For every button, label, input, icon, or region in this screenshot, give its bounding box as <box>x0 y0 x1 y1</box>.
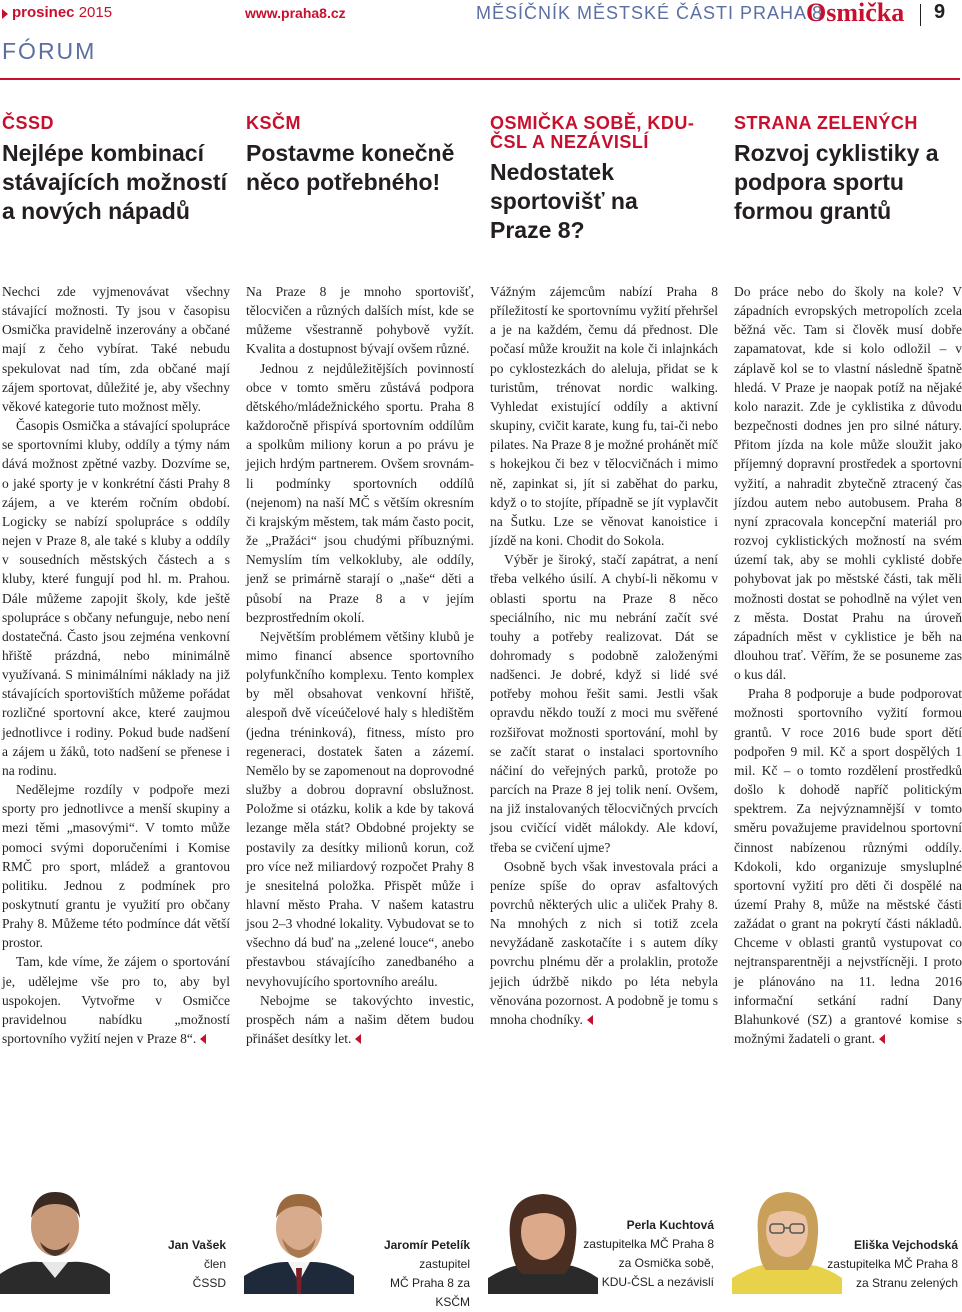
article-title: Postavme konečně něco potřebného! <box>246 140 455 195</box>
paragraph-text: Osobně bych však investovala práci a peníze spíše do oprav asfaltových povrchů některých ulic a uliček Prahy 8. Na mnohých z nich si totiž zcela nevyžádaně zaskotačíte i s autem díky povrchu plnému děr a prolaklin, protože jejich údržbě nikdo po léta nebyla věnována pozornost. A podobně je tomu s mnoha chodníky. <box>490 858 718 1027</box>
article-title: Rozvoj cyklistiky a podpora sportu formou grantů <box>734 140 939 224</box>
column-head-osmicka <box>490 114 700 245</box>
issue-date <box>12 4 112 21</box>
portrait-icon <box>0 1178 110 1294</box>
portrait-icon <box>244 1178 354 1294</box>
end-mark-icon <box>200 1034 206 1044</box>
author-role: člen <box>203 1257 226 1271</box>
author-role: za Stranu zelených <box>855 1276 958 1290</box>
article-body-kscm <box>246 282 474 1048</box>
end-mark-icon <box>355 1034 361 1044</box>
author-caption-vejchodska <box>814 1236 958 1293</box>
paragraph-text: Tam, kde víme, že zájem o sportování je, udělejme vše pro to, aby byl uspokojen. Vytvořme v Osmičce pravidelnou nabídku „možností sportovního vyžití nejen v Praze 8“. <box>2 954 230 1047</box>
issue-year: 2015 <box>78 4 113 21</box>
column-head-kscm <box>246 114 474 197</box>
author-role: zastupitelka MČ Praha 8 <box>583 1237 714 1251</box>
party-name: OSMIČKA SOBĚ, KDU-ČSL A NEZÁVISLÍ <box>490 113 695 152</box>
column-head-cssd <box>2 114 230 226</box>
paragraph: Časopis Osmička a stávající spolupráce se sportovními kluby, oddíly a týmy nám dává možnost zpětné vazby. Dozvíme se, o jaké sporty je v konkrétní části Prahy 8 zájem, a ve kterém ročním období. Logicky se nabízí spolupráce s oddíly nejen v Praze 8, ale také s kluby a oddíly v sousedních městských částech a s kluby, které fungují pod hl. m. Prahou. Dále můžeme zapojit školy, kde ještě spolupráce s občany nefunguje, nebo není dostatečná. Často jsou zejména venkovní hřiště prázdná, nebo minimálně využívaná. S minimálními náklady na již stávajících sportovištích můžeme pořádat rozličné sportovní akce, které zaujmou jednotlivce i rodiny. Pokud bude nadšení a zájem u žáků, toto nadšení se přenese i na rodinu. <box>2 418 230 778</box>
page-number: 9 <box>934 1 946 23</box>
section-rule <box>0 78 960 80</box>
author-role: za Osmička sobě, <box>618 1256 714 1270</box>
author-caption-petelik <box>356 1236 470 1312</box>
article-body-osmicka <box>490 282 718 1029</box>
column-head-zeleni <box>734 114 962 226</box>
author-role: zastupitel <box>419 1257 470 1271</box>
paragraph: Nedělejme rozdíly v podpoře mezi sporty pro jednotlivce a menší skupiny a mezi těmi „masovými“. V tomto může pomoci svými doporučeními i Komise RMČ pro sport, mládež a grantovou politiku. Jednou z podmínek pro poskytnutí grantu je využití pro občany Prahy 8. Můžeme této podmínce dát větší prostor. <box>2 782 230 951</box>
author-photo-petelik <box>244 1178 354 1294</box>
article-title: Nejlépe kombinací stávajících možností a nových nápadů <box>2 140 227 224</box>
author-name: Eliška Vejchodská <box>853 1238 958 1252</box>
website-link[interactable]: www.praha8.cz <box>245 5 346 21</box>
paragraph-last <box>490 857 718 1029</box>
party-name: KSČM <box>246 113 301 133</box>
paragraph: Výběr je široký, stačí zapátrat, a není třeba velkého úsilí. A chybí-li někomu v oblasti sportu na Praze 8 něco speciálního, nic mu nebrání začít své touhy a potřeby realizovat. Dát se dohromady s podobně založenými nadšenci. Je dobré, když si lidé své potřeby mohou řešit sami. Jestli však opravdu někdo touží z moci mu svěřené rozšiřovat možnosti sportování, mohl by se začít starat o instalaci sportovního náčiní do veřejných parků, protože po parcích na Praze 8 jej tolik není. Ovšem, na již instalovaných tělocvičných prvcích jsou cvičící vidět málokdy. Ale kdoví, třeba se cvičení ujme? <box>490 552 718 855</box>
author-role: MČ Praha 8 za KSČM <box>389 1276 470 1309</box>
section-title: FÓRUM <box>2 38 97 64</box>
magazine-logo: Osmička <box>806 0 905 27</box>
issue-month: prosinec <box>12 4 75 21</box>
author-role: zastupitelka MČ Praha 8 <box>827 1257 958 1271</box>
author-caption-kuchtova <box>570 1216 714 1292</box>
author-name: Jan Vašek <box>167 1238 226 1252</box>
paragraph: Na Praze 8 je mnoho sportovišť, tělocvičen a různých dalších míst, kde se můžeme všestranně pohybově vyžít. Kvalita a dostupnost bývají ovšem různé. <box>246 284 474 357</box>
page-header <box>0 0 960 30</box>
author-caption-vasek <box>112 1236 226 1293</box>
party-name: STRANA ZELENÝCH <box>734 113 918 133</box>
magazine-name: MĚSÍČNÍK MĚSTSKÉ ČÁSTI PRAHA 8 <box>476 3 824 23</box>
author-name: Jaromír Petelík <box>383 1238 470 1252</box>
end-mark-icon <box>587 1015 593 1025</box>
paragraph: Do práce nebo do školy na kole? V západních evropských metropolích zcela běžná věc. Tam si člověk musí dobře zapamatovat, kde si kolo odložil – v záplavě kol se to vlastní následně špatně hledá. V Praze je naopak potíž na nějaké kolo narazit. Zde je cyklistika z důvodu bezpečnosti dodnes jen pro silné nátury. Přitom jízda na kole může sloužit jako příjemný dopravní prostředek a sportovní vyžití, a nahradit zbytečně ztracený čas jízdou autem nebo autobusem. Praha 8 nyní zpracovala koncepční materiál pro rozvoj cyklistických možností na svém území tak, aby se mohli cyklisté dobře pohybovat jak po městské části, tak měli možnosti dostat se pohodlně na výlet ven z města. Dostat Prahu na úroveň západních měst v cyklistice je běh na dlouhou trať. Věřím, že se posuneme zas o kus dál. <box>734 284 962 683</box>
paragraph: Největším problémem většiny klubů je mimo financí absence sportovního polyfunkčního komplexu. Tento komplex by měl obsahovat venkovní hřiště, alespoň dvě víceúčelové haly s hledištěm (jedna tréninková), fitness, místo pro regeneraci, dostatek šaten a zázemí. Nemělo by se zapomenout na doprovodné služby a dobrou dopravní obslužnost. Položme si otázku, kolik a kde by taková lezange měla stát? Obdobné projekty se postavily za desítky milionů korun, což pro více než miliardový rozpočet Prahy 8 je snesitelná položka. Přispět může i hlavní město Praha. V našem katastru jsou 2–3 vhodné lokality. Vybudovat se to všechno dá buď na „zelené louce“, anebo přestavbou stávajícího zanedbaného a nevyhovujícího sportovního areálu. <box>246 628 474 989</box>
header-divider <box>920 4 921 26</box>
author-photo-vasek <box>0 1178 110 1294</box>
paragraph-last <box>734 684 962 1048</box>
paragraph-last <box>2 952 230 1048</box>
paragraph-text: Praha 8 podporuje a bude podporovat možnosti sportovního vyžití formou grantů. V roce 2016 bude sport dětí podpořen 9 mil. Kč a sport dospělých 1 mil. Kč – o tomto rozdělení prostředků došlo k dohodě napříč politickým spektrem. Za nejvýznamnější v tomto směru považujeme pravidelnou sportovní činnost nabízenou různými oddíly. Kdokoli, kdo organizuje smysluplné sportovní vyžití pro děti či dospělé na území Prahy 8, může na městské části zažádat o grant na pokrytí části nákladů. Chceme v oblasti grantů vystupovat co nejtransparentněji a nejvstřícněji. I proto je plánováno na 11. ledna 2016 informační setkání radní Dany Blahunkové (SZ) a grantové komise s možnými žadateli o grant. <box>734 686 962 1047</box>
triangle-right-icon <box>2 9 8 19</box>
article-title: Nedostatek sportovišť na Praze 8? <box>490 159 638 243</box>
paragraph: Vážným zájemcům nabízí Praha 8 příležitostí ke sportovnímu vyžití přehršel a je na každém, čemu dá přednost. Dle počasí může kroužit na kole či inlajnkách po cyklostezkách do aleluja, přidat se k turistům, trénovat nordic walking. Vyhledat existující oddíly a aktivní skupiny, cvičit karate, kung fu, tai-či nebo pilates. Na Praze 8 je možné prohánět míč s hokejkou či bez v tělocvičnách i mimo ně, zapinkat si, jít si zaběhat do parku, když o to stojíte, případně se jít vyplavčit na Šutku. Lze se věnovat kanoistice i jízdě na koni. Chodit do Sokola. <box>490 284 718 549</box>
author-role: KDU-ČSL a nezávislí <box>601 1275 714 1289</box>
article-body-zeleni <box>734 282 962 1048</box>
paragraph: Nechci zde vyjmenovávat všechny stávající možnosti. Ty jsou v časopisu Osmička pravidelně inzerovány a občané mají z čeho vybírat. Také nebudu spekulovat nad tím, zda občané mají zájem sportovat, důležité je, aby všechny věkové kategorie tuto možnost měly. <box>2 284 230 414</box>
end-mark-icon <box>879 1034 885 1044</box>
author-name: Perla Kuchtová <box>626 1218 714 1232</box>
party-name: ČSSD <box>2 113 55 133</box>
paragraph: Jednou z nejdůležitějších povinností obce v tomto směru zůstává podpora dětského/mládežnického sportu. Praha 8 každoročně přispívá sportovním oddílům a spolkům miliony korun a po právu je jejich hrdým partnerem. Ovšem srovnám-li podmínky sportovních oddílů (nejenom) na naší MČ s větším okresním či krajským městem, tak mám často pocit, že „Pražáci“ jsou chudými příbuznými. Nemyslím tím velkokluby, ale oddíly, jenž se primárně starají o „naše“ děti a působí na Praze 8 a v jejím bezprostředním okolí. <box>246 360 474 625</box>
paragraph-last <box>246 991 474 1048</box>
paragraph-text: Nebojme se takovýchto investic, prospěch nám a našim dětem budou přinášet desítky let. <box>246 992 474 1047</box>
author-role: ČSSD <box>192 1276 226 1290</box>
article-body-cssd <box>2 282 230 1048</box>
